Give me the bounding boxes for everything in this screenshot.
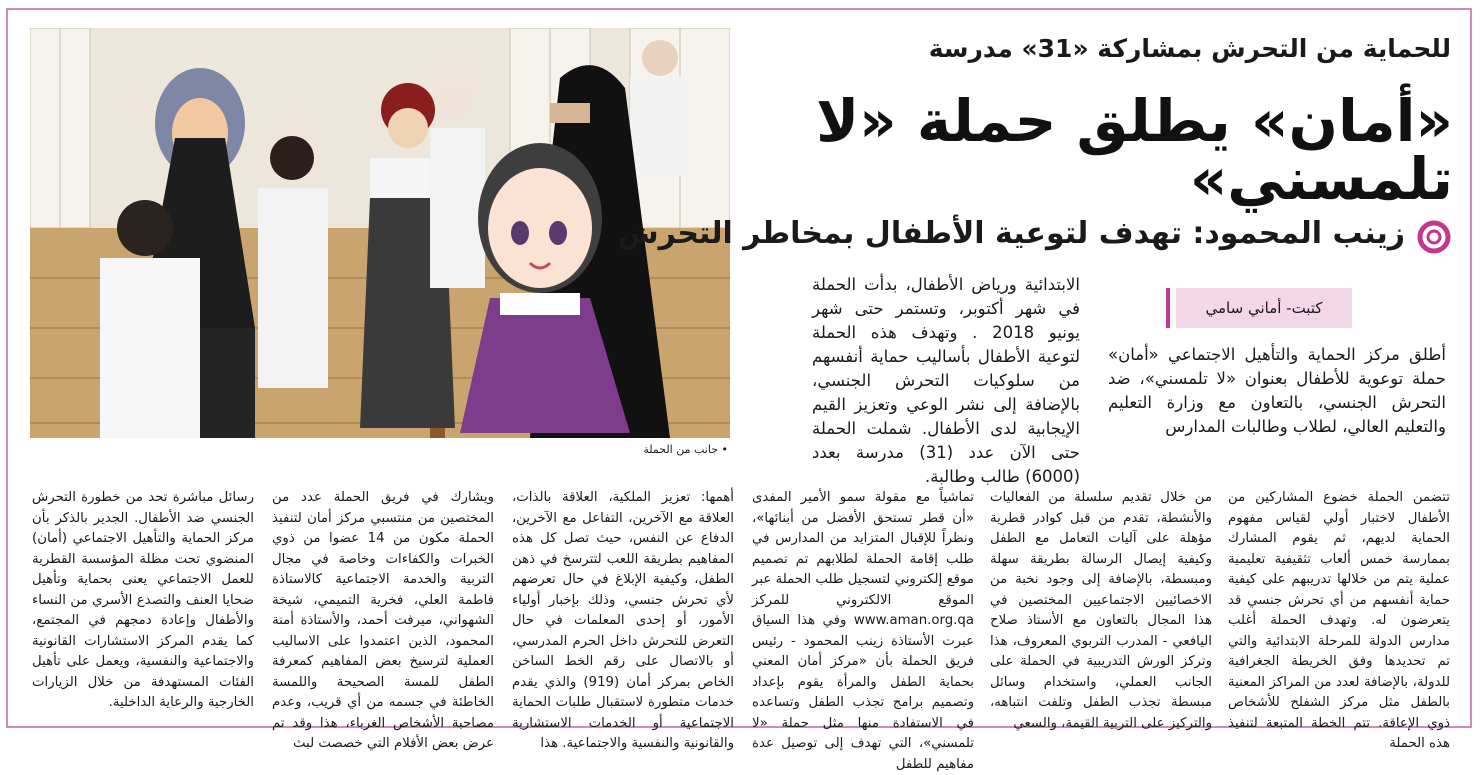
body-column-6: رسائل مباشرة تحد من خطورة التحرش الجنسي ضد الأطفال. الجدير بالذكر بأن مركز الحماية والتأهيل الاجتماعي (أمان) المنضوي تحت مظلة المؤسسة القطرية للعمل الاجتماعي يعنى بحماية وتأهيل ضحايا العنف والتصدع الأسري من النساء والأطفال وإعادة دمجهم في المجتمع، كما يقدم المركز الاستشارات القانونية والاجتماعية والنفسية، ويعمل على تأهيل الفئات المستهدفة من خلال الزيارات الخارجية والرعاية الداخلية. — [32, 490, 254, 710]
body-column-5: ويشارك في فريق الحملة عدد من المختصين من منتسبي مركز أمان لتنفيذ الحملة مكون من 14 عضوا من ذوي الخبرات والكفاءات وخاصة في مجال التربية والخدمة الاجتماعية كالاستاذة فاطمة العلي، فخرية التميمي، شيخة الشهواني، ميرفت أحمد، والأستاذة أمنة المحمود، الذين اعتمدوا على الاساليب العملية لترسيخ بعض المفاهيم كمعرفة الطفل للمسة الصحيحة واللمسة الخاطئة في جسمه من أي قريب، وعدم مصاحبة الأشخاص الغرباء، هذا وقد تم عرض بعض الأفلام التي خصصت لبث — [272, 490, 495, 751]
body-column-4: أهمها: تعزيز الملكية، العلاقة بالذات، العلاقة مع الآخرين، التفاعل مع الآخرين، الدفاع عن النفس، حيث تصل كل هذه المفاهيم بطريقة اللعب لتترسخ في ذهن الطفل، وكيفية الإبلاغ في حال تعرضهم لأي تحرش جنسي، وذلك بإخبار أولياء الأمور، أو إحدى المعلمات في حال التعرض للتحرش داخل الحرم المدرسي، أو بالاتصال على رقم الخط الساخن الخاص بمركز أمان (919) والذي يقدم خدمات متطورة لاستقبال طلبات الحماية الاجتماعية أو الخدمات الاستشارية والقانونية والنفسية والاجتماعية. هذا — [512, 490, 734, 751]
subheadline: زينب المحمود: تهدف لتوعية الأطفال بمخاطر التحرش — [617, 216, 1405, 251]
body-column-1: تتضمن الحملة خضوع المشاركين من الأطفال لاختبار أولي لقياس مفهوم الحماية لديهم، ثم يقوم المشارك بممارسة خمس ألعاب تثقيفية تعليمية عملية يتم من خلالها تدريبهم على كيفية حماية أنفسهم من أي تحرش جنسي قد يتعرضون له. وتهدف الحملة أغلب مدارس الدولة للمرحلة الابتدائية والتي تم تحديدها وفق الخريطة الجغرافية للدولة، بالإضافة لعدد من المراكز المعنية بالطفل مثل مركز الشفلح للأشخاص ذوي الإعاقة. تتم الخطة المتبعة لتنفيذ هذه الحملة — [1228, 490, 1450, 751]
subheadline-row — [617, 216, 1451, 262]
byline: كتبت- أماني سامي — [1176, 288, 1352, 328]
photo-caption: • جانب من الحملة — [643, 443, 728, 456]
byline-accent-bar — [1166, 288, 1170, 328]
ring-icon — [1417, 220, 1451, 254]
byline-box — [1166, 288, 1352, 328]
lead-paragraph-right: أطلق مركز الحماية والتأهيل الاجتماعي «أمان» حملة توعوية للأطفال بعنوان «لا تلمسني»، ضد التحرش الجنسي، بالتعاون مع وزارة التعليم والتعليم العالي، لطلاب وطالبات المدارس — [1108, 345, 1446, 436]
kicker: للحماية من التحرش بمشاركة «31» مدرسة — [928, 34, 1451, 63]
headline: «أمان» يطلق حملة «لا تلمسني» — [815, 87, 1453, 213]
lead-paragraph-left: الابتدائية ورياض الأطفال، بدأت الحملة في شهر أكتوبر، وتستمر حتى شهر يونيو 2018 . وتهدف هذه الحملة لتوعية الأطفال بأساليب حماية أنفسهم من سلوكيات التحرش الجنسي، بالإضافة إلى نشر الوعي وتعزيز القيم الإيجابية لدى الأطفال. شملت الحملة حتى الآن عدد (31) مدرسة بعدد (6000) طالب وطالبة. — [812, 275, 1080, 486]
body-column-3: تماشياً مع مقولة سمو الأمير المفدى «أن قطر تستحق الأفضل من أبنائها»، ونظراً للإقبال المتزايد من المدارس في طلب إقامة الحملة لطلابهم تم تصميم موقع إلكتروني لتسجيل طلب الحملة عبر الموقع الالكتروني للمركز www.aman.org.qa وفي هذا السياق عبرت الأستاذة زينب المحمود - رئيس فريق الحملة بأن «مركز أمان المعني بحماية الطفل والمرأة يقوم بإعداد وتصميم برامج تجذب الطفل وتساعده في الاستفادة منها مثل حملة «لا تلمسني»، التي تهدف إلى توصيل عدة مفاهيم للطفل — [752, 490, 974, 772]
body-column-2: من خلال تقديم سلسلة من الفعاليات والأنشطة، تقدم من قبل كوادر قطرية مؤهلة على آليات التعامل مع الطفل وكيفية إيصال الرسالة بطريقة سهلة ومبسطة، بالإضافة إلى وجود نخبة من الاخصائيين الاجتماعيين المختصين في هذا المجال بالتعاون مع الأستاذ صلاح اليافعي - المدرب التربوي المعروف، هذا وتركز الورش التدريبية في الحملة على الجانب العملي، واستخدام وسائل مبسطة تجذب الطفل وتلفت انتباهه، والتركيز على التربية القيمة، والسعي — [990, 490, 1212, 731]
